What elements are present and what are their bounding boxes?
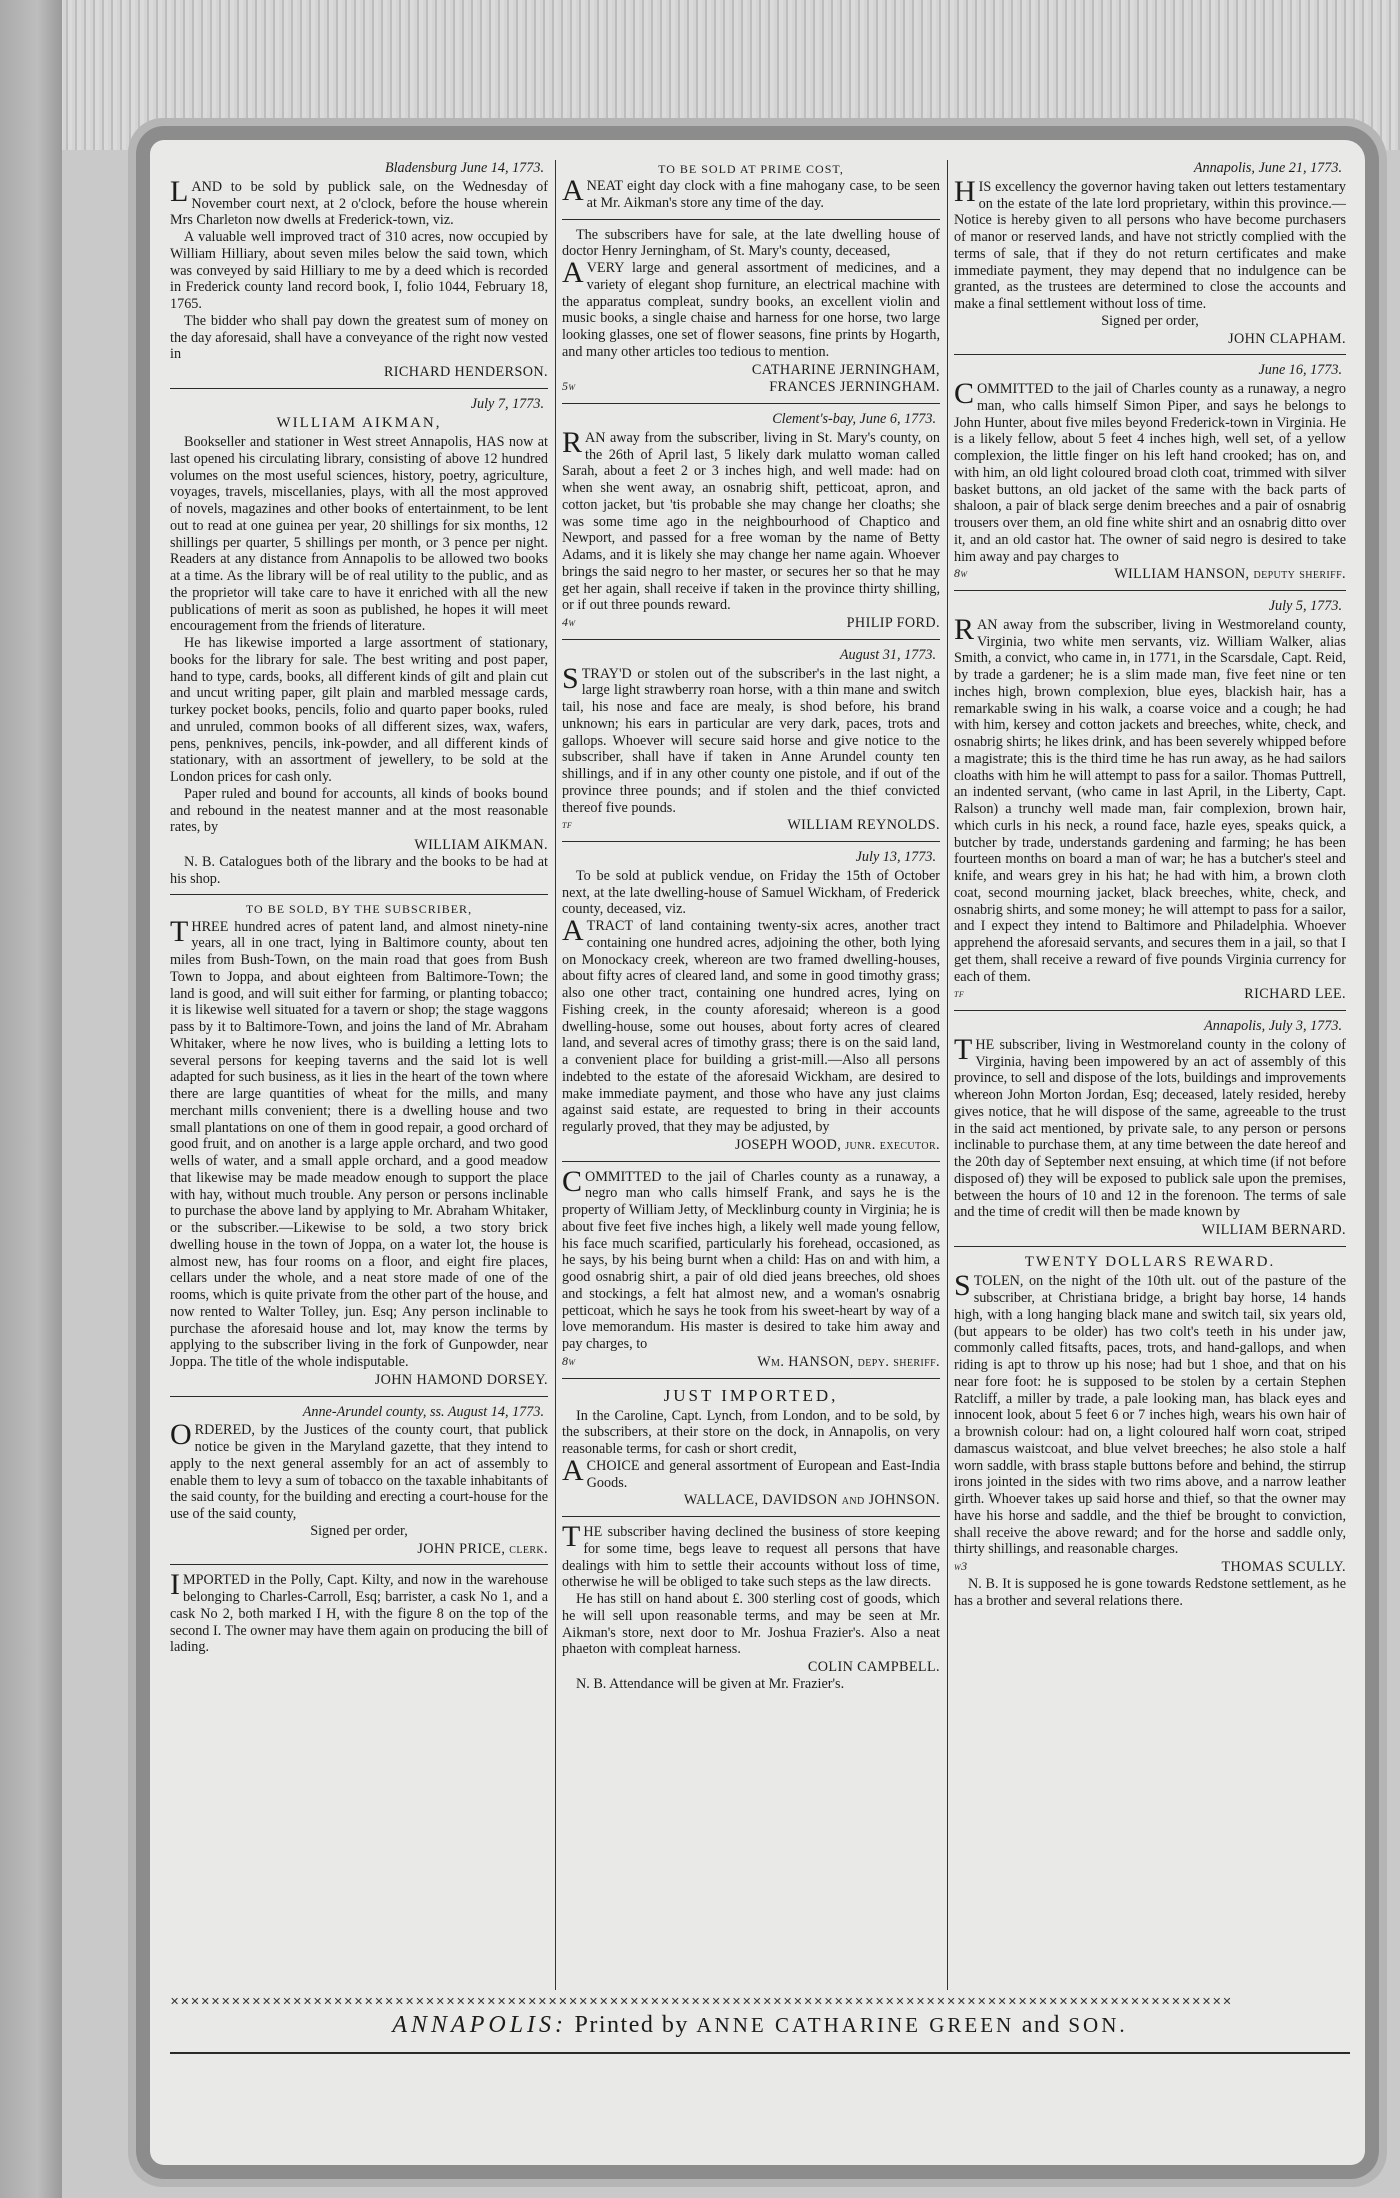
ad-jerningham-estate [562, 227, 940, 397]
insertion-mark: 8w [562, 1353, 576, 1368]
ad-paragraph: A valuable well improved tract of 310 acres, now occupied by William Hilliary, about seven miles below the said town, which was conveyed by said Hilliary to me by a deed which is recorded in Frederick county land record book, I, folio 1044, February 18, 1765. [170, 229, 548, 312]
signature: CATHARINE JERNINGHAM, [751, 361, 940, 378]
imprint-printed-by: Printed by [574, 2012, 689, 2038]
separator [170, 1564, 548, 1565]
ad-paragraph: THE subscriber, living in Westmoreland county in the colony of Virginia, having been impowered by an act of assembly of this province, to sell and dispose of the lots, buildings and improvements whereon John Morton Jordan, Esq; deceased, lately resided, hereby gives notice, that he will dispose of the same, agreeable to the trust in the said act mentioned, by private sale, to any person or persons inclinable to purchase them, at any time between the date hereof and the 20th day of September next ensuing, at which time (if not before disposed of) they will be exposed to publick sale upon the premises, between the hours of 10 and 12 in the forenoon. The terms of sale and the time of credit will then be made known by [954, 1032, 1346, 1221]
signed-per-order: Signed per order, [1101, 312, 1199, 329]
ornament-border: ✕✕✕✕✕✕✕✕✕✕✕✕✕✕✕✕✕✕✕✕✕✕✕✕✕✕✕✕✕✕✕✕✕✕✕✕✕✕✕✕✕✕✕✕✕✕✕✕✕✕✕✕✕✕✕✕✕✕✕✕✕✕✕✕✕✕✕✕✕✕✕✕✕✕✕✕✕✕✕✕✕✕✕✕✕✕✕✕✕✕✕✕✕✕✕✕✕✕✕✕✕✕✕✕ [170, 1996, 1233, 2007]
column-2 [562, 160, 940, 1990]
dateline: July 13, 1773. [855, 849, 936, 866]
signature [562, 817, 940, 834]
signature [954, 1559, 1346, 1576]
separator [954, 1246, 1346, 1247]
signature: JOHN HAMOND DORSEY. [374, 1371, 548, 1388]
column-rule-2 [947, 160, 948, 1990]
insertion-mark: 4w [562, 615, 576, 630]
ad-paragraph: RAN away from the subscriber, living in St. Mary's county, on the 26th of April last, 5 likely dark mulatto woman called Sarah, about a feet 2 or 3 inches high, and well made: had on when she went away, an osnabrig shift, petticoat, apron, and cotton jacket, but 'tis probable she may change her cloaths; she was some time ago in the neighbourhood of Chaptico and Newport, and passed for a free woman by the name of Betty Adams, and it is likely she may change her name again. Whoever brings the said negro to her master, or secures her so that he may get her again, shall receive if taken in the province thirty shilling, or if out three pounds reward. [562, 425, 940, 614]
ad-paragraph: ANEAT eight day clock with a fine mahogany case, to be seen at Mr. Aikman's store any time of the day. [562, 174, 940, 211]
signature-name: RICHARD LEE. [1244, 986, 1346, 1003]
newspaper-page [150, 140, 1365, 2165]
insertion-mark: 5w [562, 379, 576, 394]
ad-clock-sale [562, 162, 940, 212]
imprint-city: ANNAPOLIS: [392, 2012, 568, 2038]
ad-paragraph: HIS excellency the governor having taken out letters testamentary on the estate of the late lord proprietary, within this province.—Notice is hereby given to all persons who have become purchasers of manor or reserved lands, and have not strictly complied with the terms of sale, that if they do not return certificates and make immediate payment, they may depend that no indulgence can be granted, as the trustees are determined to close the accounts and make a final settlement without loss of time. [954, 174, 1346, 312]
signature [562, 379, 940, 396]
signature [562, 615, 940, 632]
dateline: Annapolis, July 3, 1773. [1204, 1018, 1342, 1034]
insertion-mark: w3 [954, 1559, 968, 1574]
ad-strayed-horse [562, 647, 940, 834]
signed-per-order: Signed per order, [310, 1522, 408, 1539]
ad-court-house-order [170, 1404, 548, 1558]
ad-runaway-sarah [562, 411, 940, 632]
imprint-printer: ANNE CATHARINE GREEN [696, 2013, 1015, 2037]
ad-paragraph: COMMITTED to the jail of Charles county as a runaway, a negro man, who calls himself Simon Piper, and says he belongs to John Hunter, about five miles beyond Frederick-town in Virginia. He is a likely fellow, about 5 feet 4 inches high, well set, of a yellow complexion, the little finger on his left hand crooked; has on, and with him, an old light coloured broad cloth coat, trimmed with silver basket buttons, an old jacket of the same with the back parts of shaloon, a pair of black serge denim breeches and a pair of osnabrig trousers over them, an old fine white shirt and an osnabrig ditto over it, and an old castor hat. The owner of said negro is desired to take him away and pay charges to [954, 377, 1346, 565]
ad-jordan-lots [954, 1018, 1346, 1239]
insertion-mark: 8w [954, 566, 968, 581]
ad-committed-simon-piper [954, 362, 1346, 583]
signature: COLIN CAMPBELL. [807, 1659, 940, 1676]
dateline: July 5, 1773. [1268, 598, 1342, 614]
signature: WILLIAM AIKMAN. [414, 837, 548, 854]
ad-heading: TO BE SOLD, BY THE SUBSCRIBER, [245, 902, 473, 917]
ad-paragraph: ORDERED, by the Justices of the county court, that publick notice be given in the Maryland gazette, that they intend to apply to the next general assembly for an act of assembly to enable them to levy a sum of tobacco on the taxable inhabitants of the said county, for the building and erecting a court-house for the use of the said county, [170, 1418, 548, 1523]
signature [954, 986, 1346, 1003]
separator [562, 841, 940, 842]
ad-paragraph: STRAY'D or stolen out of the subscriber's in the last night, a large light strawberry roan horse, with a thin mane and switch tail, his nose and face are mealy, is shod before, his brand unknown; his ears in particular are very dark, paces, trots and gallops. Whoever will secure said horse and give notice to the subscriber, shall have if taken in Anne Arundel county ten shillings, and if in any other county one pistole, and if out of the province three pounds; and if stolen and the thief convicted thereof five pounds. [562, 661, 940, 816]
ad-paragraph: Paper ruled and bound for accounts, all kinds of books bound and rebound in the neatest manner and at the most reasonable rates, by [170, 785, 548, 836]
separator [170, 1396, 548, 1397]
nota-bene: N. B. Attendance will be given at Mr. Frazier's. [576, 1675, 845, 1692]
ad-paragraph: The subscribers have for sale, at the late dwelling house of doctor Henry Jerningham, of St. Mary's county, deceased, [562, 226, 940, 260]
ad-paragraph: STOLEN, on the night of the 10th ult. out of the pasture of the subscriber, at Christiana bridge, a bright bay horse, 14 hands high, with a long hanging black mane and switch tail, six years old, (but appears to be older) has two colt's teeth in his under jaw, commonly called fitsafts, paces, trots, and hand-gallops, and when riding is apt to throw up his nose; had but 1 shoe, and that on his near fore foot: he is supposed to be stolen by a certain Stephen Ratcliff, a miller by trade, a pale looking man, has black eyes and innocent look, about 5 feet 6 or 7 inches high, wears his own hair of a brownish colour: had on, a light coloured half worn coat, striped damascus waistcoat, and blue velvet breeches; he also stole a half worn saddle, with brass staple buttons before and behind, the stirrup irons jointed in the sides with two rims above, and a narrow leather girth. Whoever takes up said horse and thief, so that the owner may have his horse and saddle, and the thief be brought to conviction, shall receive the above reward; and for the horse and saddle only, thirty shillings, and reasonable charges. [954, 1269, 1346, 1558]
signature: JOSEPH WOOD, junr. executor. [735, 1136, 940, 1153]
ad-paragraph: THE subscriber having declined the business of store keeping for some time, begs leave to request all persons that have dealings with him to settle their accounts without loss of time, otherwise he will be obliged to take such steps as the law directs. [562, 1520, 940, 1591]
signature-name: WILLIAM REYNOLDS. [787, 817, 940, 834]
ad-aikman-library [170, 396, 548, 888]
separator [562, 1516, 940, 1517]
ad-paragraph: IMPORTED in the Polly, Capt. Kilty, and now in the warehouse belonging to Charles-Carroll, Esq; barrister, a cask No 1, and a cask No 2, both marked I H, with the figure 8 on the top of the second I. The owner may have them again on producing the bill of lading. [170, 1568, 548, 1656]
ad-governor-notice [954, 160, 1346, 347]
separator [170, 388, 548, 389]
dateline: July 7, 1773. [470, 395, 544, 412]
imprint-son: SON. [1068, 2013, 1128, 2037]
column-3 [954, 160, 1346, 1990]
ad-land-henderson [170, 160, 548, 381]
signature: RICHARD HENDERSON. [383, 364, 548, 380]
column-rule-1 [555, 160, 556, 1990]
imprint-and: and [1021, 2012, 1061, 2038]
columns [170, 160, 1350, 1990]
ad-committed-frank [562, 1164, 940, 1371]
signature-name: WILLIAM HANSON, deputy sheriff. [1114, 566, 1346, 583]
ad-paragraph: Bookseller and stationer in West street Annapolis, HAS now at last opened his circulating library, consisting of above 12 hundred volumes on the most useful sciences, history, poetry, agriculture, voyages, travels, miscellanies, plays, with all the most approved of novels, magazines and other books of entertainment, to be lent out to read at one guinea per year, 20 shillings for six months, 12 shillings per quarter, 5 shillings per month, or 3 pence per night. Readers at any distance from Annapolis to be allowed two books at a time. As the library will be of real utility to the public, and as the proprietor will take care to have it enriched with all the new publications of merit as soon as published, he hopes it will meet encouragement from the friends of literature. [170, 434, 548, 635]
ad-paragraph: COMMITTED to the jail of Charles county as a runaway, a negro man who calls himself Frank, and says he is the property of William Jetty, of Mecklinburg county in Virginia; he is about five feet five inches high, a likely well made young fellow, his face much scarified, particularly his forehead, occasioned, as he says, by his being burnt when a child: Has on and with him, a good osnabrig shirt, a pair of old died jeans breeches, old shoes and stockings, a felt hat almost new, and a woman's osnabrig petticoat, which he says he took from his sweet-heart by way of a love memorandum. His master is desired to take him away and pay charges, to [562, 1164, 940, 1353]
ad-paragraph: LAND to be sold by publick sale, on the Wednesday of November court next, at 2 o'clock, before the house wherein Mrs Charleton now dwells at Frederick-town, viz. [170, 174, 548, 229]
printer-imprint [170, 2012, 1350, 2039]
nota-bene: N. B. It is supposed he is gone towards Redstone settlement, as he has a brother and several relations there. [954, 1575, 1346, 1609]
separator [562, 639, 940, 640]
signature [562, 1354, 940, 1371]
signature-name: PHILIP FORD. [846, 615, 940, 632]
separator [562, 219, 940, 220]
dateline: Clement's-bay, June 6, 1773. [772, 411, 936, 428]
signature: WILLIAM BERNARD. [1201, 1222, 1346, 1238]
ad-paragraph: In the Caroline, Capt. Lynch, from London, and to be sold, by the subscribers, at their store on the dock, in Annapolis, on very reasonable terms, for cash or short credit, [562, 1407, 940, 1458]
separator [170, 894, 548, 895]
book-spine [0, 0, 62, 2198]
signature-name: FRANCES JERNINGHAM. [769, 379, 940, 396]
ad-wickham-vendue [562, 849, 940, 1154]
insertion-mark: tf [562, 817, 573, 832]
signature-name: THOMAS SCULLY. [1221, 1559, 1346, 1576]
signature [954, 566, 1346, 583]
separator [954, 590, 1346, 591]
imprint-rule [170, 2052, 1350, 2054]
ad-runaway-servants [954, 598, 1346, 1003]
separator [562, 1161, 940, 1162]
ad-paragraph: He has likewise imported a large assortment of stationary, books for the library for sale. The best writing and post paper, hand to type, cards, books, all different kinds of gilt and plain cut and uncut writing paper, gilt plain and marbled message cards, turkey pocket books, pencils, folio and quarto paper books, ruled and unruled, common books of all different sizes, wax, wafers, pens, penknives, pencils, ink-powder, and all different kinds of stationary, with an assortment of jewellery, to be sold at the London prices for cash only. [170, 635, 548, 786]
ad-heading: WILLIAM AIKMAN, [276, 414, 442, 431]
ad-heading: TO BE SOLD AT PRIME COST, [658, 162, 844, 176]
column-1 [170, 160, 548, 1990]
dateline: Bladensburg June 14, 1773. [384, 160, 544, 176]
ad-paragraph: RAN away from the subscriber, living in Westmoreland county, Virginia, two white men servants, viz. William Walker, alias Smith, a convict, who came in, in 1771, in the Scarsdale, Capt. Reid, by trade a gardener; he is a slim made man, five feet nine or ten inches high, brown complexion, blue eyes, blackish hair, has a remarkable swing in his walk, a coarse voice and a cough; he had with him, kersey and cotton jackets and breeches, white, check, and osnabrig shirts; he likes drink, and has been severely whipped before a magistrate; this is the third time he has run away, as he had sailors cloaths with him he will attempt to pass for a sailor. Thomas Puttrell, an indented servant, (who came in last April, in the Liberty, Capt. Ralson) a trunchy well made man, fair complexion, brown hair, which curls in his neck, a round face, hazle eyes, speaks quick, a butcher by trade, understands gardening and farming; he has been fourteen months on board a man of war; he has a butcher's steel and knife, and wears grey in his hat; he had with him, a brown cloth coat, second mourning jacket, black breeches, white, check, and osnabrig shirts, and some money; he will attempt to pass for a sailor, and I expect they intend to Baltimore and Philadelphia. Whoever apprehend the aforesaid servants, and secures them in a jail, so that I get them, shall receive a reward of five pounds Virginia currency for each of them. [954, 612, 1346, 985]
dateline: June 16, 1773. [1258, 362, 1342, 379]
ad-dorsey-land [170, 902, 548, 1388]
dateline: Anne-Arundel county, ss. August 14, 1773. [302, 1403, 544, 1420]
ad-campbell-store [562, 1520, 940, 1693]
dateline: August 31, 1773. [839, 646, 936, 663]
separator [562, 403, 940, 404]
signature: JOHN CLAPHAM. [1228, 330, 1346, 347]
ad-paragraph: He has still on hand about £. 300 sterling cost of goods, which he will sell upon reasonable terms, and may be seen at Mr. Aikman's store, next door to Mr. Joshua Frazier's. Also a neat phaeton with compleat harness. [562, 1591, 940, 1658]
ad-paragraph: ACHOICE and general assortment of European and East-India Goods. [562, 1453, 940, 1491]
ad-paragraph: To be sold at publick vendue, on Friday the 15th of October next, at the late dwelling-house of Samuel Wickham, of Frederick county, deceased, viz. [562, 867, 940, 918]
ad-paragraph: The bidder who shall pay down the greatest sum of money on the day aforesaid, shall have a conveyance of the right now vested in [170, 312, 548, 363]
separator [954, 354, 1346, 355]
signature-name: Wm. HANSON, depy. sheriff. [757, 1353, 940, 1370]
ad-paragraph: THREE hundred acres of patent land, and almost ninety-nine years, all in one tract, lying in Baltimore county, about ten miles from Bush-Town, on the main road that goes from Bush Town to Joppa, and about eighteen from Baltimore-Town; the land is good, and will suit either for farming, or planting tobacco; it is likewise well situated for a tavern or shop; the stage waggons pass by it to Baltimore-Town, and joins the land of Mr. Abraham Whitaker, where he now lives, who is building a letting lots to several persons for keeping taverns and the said lot is well adapted for such business, as it lies in the heart of the town where there are large quantities of wheat for the mills, and many merchant mills convenient; there is a dwelling house and two small plantations on one of them in good repair, a good orchard of good fruit, and on another is a large apple orchard, and two good wells of water, and a small apple orchard, and a good meadow that likewise may be made meadow enough to support the place with hay, without much trouble. Any person or persons inclinable to purchase the above land by applying to Mr. Abraham Whitaker, or the subscriber.—Likewise to be sold, a two story brick dwelling house in the town of Joppa, on a water lot, the house is almost new, has four rooms on a floor, and eight fire places, cellars under the whole, and a neat store made of one of the rooms, which is quite private from the other part of the house, and now rented to Walter Tolley, jun. Esq; Any person inclinable to purchase the aforesaid house and lot, may know the terms by applying to the subscriber living in the fork of Gunpowder, near Joppa. The title of the whole indisputable. [170, 914, 548, 1371]
ad-twenty-dollars-reward [954, 1254, 1346, 1610]
separator [562, 1378, 940, 1379]
scan-background-top [0, 0, 1400, 150]
ad-heading: TWENTY DOLLARS REWARD. [1024, 1253, 1276, 1270]
ad-heading: JUST IMPORTED, [663, 1385, 839, 1405]
signature: WALLACE, DAVIDSON and JOHNSON. [683, 1492, 940, 1509]
ad-just-imported [562, 1386, 940, 1510]
page-content [170, 160, 1350, 2140]
ad-paragraph: AVERY large and general assortment of medicines, and a variety of elegant shop furniture, an electrical machine with the apparatus compleat, sundry books, an excellent violin and music books, a single chaise and harness for one horse, two large looking glasses, one set of flower seasons, fine prints by Hogarth, and many other articles too tedious to mention. [562, 256, 940, 360]
signature: JOHN PRICE, clerk. [417, 1540, 548, 1557]
nota-bene: N. B. Catalogues both of the library and the books to be had at his shop. [170, 853, 548, 887]
ad-imported-polly [170, 1568, 548, 1656]
dateline: Annapolis, June 21, 1773. [1193, 160, 1342, 176]
ad-paragraph: ATRACT of land containing twenty-six acres, another tract containing one hundred acres, adjoining the other, both lying on Monockacy creek, whereon are two framed dwelling-houses, about fifty acres of cleared land, and some in good timothy grass; also one other tract, containing one hundred acres, lying on Fishing creek, in the county aforesaid; whereon is a good dwelling-house, some out houses, about forty acres of cleared land, and several acres of timothy grass; there is on the said land, a convenient place for building a grist-mill.—Also all persons indebted to the estate of the aforesaid Wickham, are desired to make immediate payment, and those who have any just claims against said estate, are requested to bring in their accounts regularly proved, that they may be adjusted, by [562, 914, 940, 1136]
insertion-mark: tf [954, 986, 965, 1001]
separator [954, 1010, 1346, 1011]
